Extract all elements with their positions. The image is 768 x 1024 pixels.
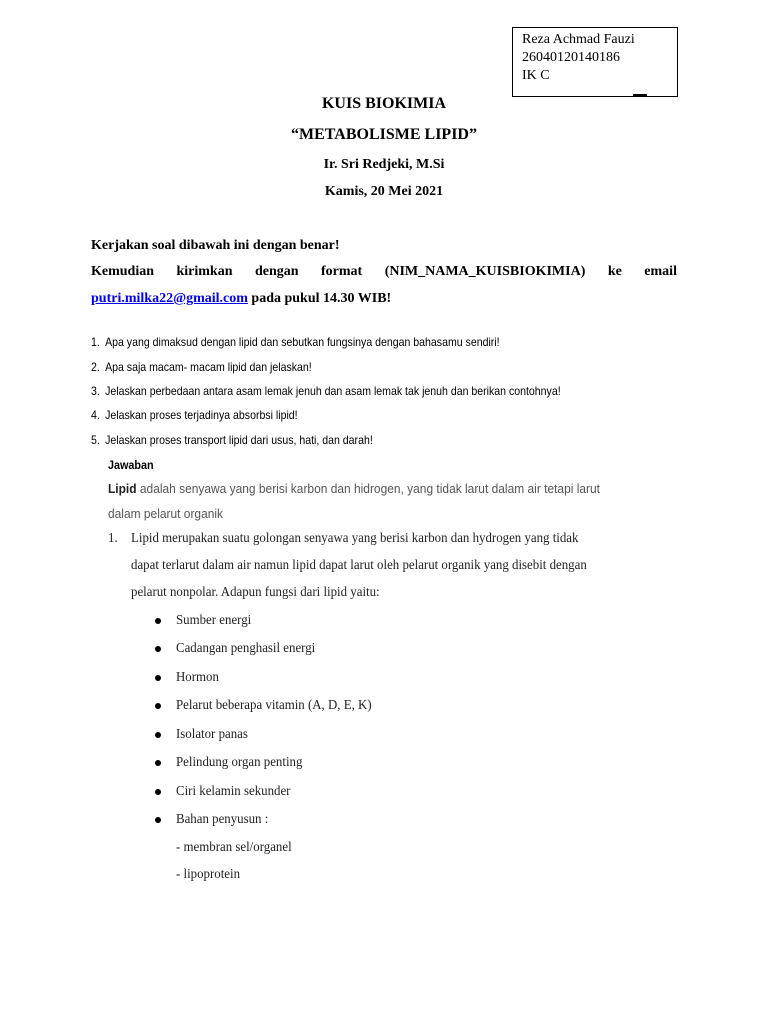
instruction-word: (NIM_NAMA_KUISBIOKIMIA) [384, 264, 586, 279]
question-number: 5. [91, 433, 100, 447]
sub-list-item: - membran sel/organel [176, 840, 292, 855]
instruction-line-1: Kerjakan soal dibawah ini dengan benar! [91, 238, 340, 253]
email-link[interactable]: putri.milka22@gmail.com [91, 291, 248, 306]
bullet-icon [155, 646, 161, 652]
function-text: Cadangan penghasil energi [176, 641, 316, 656]
quiz-subtitle: “METABOLISME LIPID” [291, 126, 477, 143]
function-text: Pelarut beberapa vitamin (A, D, E, K) [176, 698, 372, 713]
answer-text-line: Lipid merupakan suatu golongan senyawa yang berisi karbon dan hydrogen yang tidak [131, 531, 579, 546]
question-text: Jelaskan perbedaan antara asam lemak jenuh dan asam lemak tak jenuh dan berikan contohnya! [105, 384, 561, 398]
question-number: 1. [91, 335, 100, 349]
instruction-word: Kemudian [91, 264, 155, 279]
function-text: Isolator panas [176, 727, 248, 742]
lipid-definition-text: adalah senyawa yang berisi karbon dan hidrogen, yang tidak larut dalam air tetapi larut [136, 481, 600, 496]
question-number: 4. [91, 408, 100, 422]
question-item [91, 432, 373, 448]
instruction-line-3 [91, 290, 391, 308]
instruction-word: ke [607, 264, 622, 279]
function-text: Hormon [176, 670, 219, 685]
lipid-definition-line-1 [108, 480, 600, 498]
question-text: Apa saja macam- macam lipid dan jelaskan! [105, 360, 312, 374]
quiz-title: KUIS BIOKIMIA [321, 95, 447, 112]
function-text: Bahan penyusun : [176, 812, 269, 827]
instruction-word: dengan [254, 264, 299, 279]
question-text: Jelaskan proses terjadinya absorbsi lipid! [105, 408, 298, 422]
bullet-icon [155, 703, 161, 709]
sub-list-item: - lipoprotein [176, 867, 241, 882]
question-item [91, 359, 312, 375]
student-name: Reza Achmad Fauzi [522, 32, 635, 47]
instruction-word: email [644, 264, 677, 279]
lecturer-name: Ir. Sri Redjeki, M.Si [323, 157, 445, 172]
question-item [91, 383, 561, 399]
answer-text-line: pelarut nonpolar. Adapun fungsi dari lipid yaitu: [131, 585, 380, 600]
function-text: Ciri kelamin sekunder [176, 784, 291, 799]
question-number: 3. [91, 384, 100, 398]
question-item [91, 334, 500, 350]
student-class: IK C [522, 68, 550, 83]
bullet-icon [155, 675, 161, 681]
instruction-time: pada pukul 14.30 WIB! [247, 291, 392, 306]
question-number: 2. [91, 360, 100, 374]
bullet-icon [155, 817, 161, 823]
answer-heading: Jawaban [108, 458, 154, 472]
student-id-box [512, 27, 678, 97]
lipid-definition-line-2: dalam pelarut organik [108, 506, 224, 521]
instruction-word: format [321, 264, 363, 279]
lipid-term: Lipid [108, 481, 137, 496]
question-text: Apa yang dimaksud dengan lipid dan sebutkan fungsinya dengan bahasamu sendiri! [105, 335, 500, 349]
bullet-icon [155, 618, 161, 624]
bullet-icon [155, 732, 161, 738]
function-text: Pelindung organ penting [176, 755, 303, 770]
answer-number: 1. [108, 531, 118, 546]
function-text: Sumber energi [176, 613, 252, 628]
student-nim: 26040120140186 [522, 50, 620, 65]
bullet-icon [155, 760, 161, 766]
instruction-line-2 [91, 263, 677, 281]
instruction-word: kirimkan [176, 264, 233, 279]
question-item [91, 407, 298, 423]
answer-text-line: dapat terlarut dalam air namun lipid dapat larut oleh pelarut organik yang disebit dengan [131, 558, 587, 573]
bullet-icon [155, 789, 161, 795]
quiz-date: Kamis, 20 Mei 2021 [324, 184, 444, 199]
question-text: Jelaskan proses transport lipid dari usus, hati, dan darah! [105, 433, 373, 447]
